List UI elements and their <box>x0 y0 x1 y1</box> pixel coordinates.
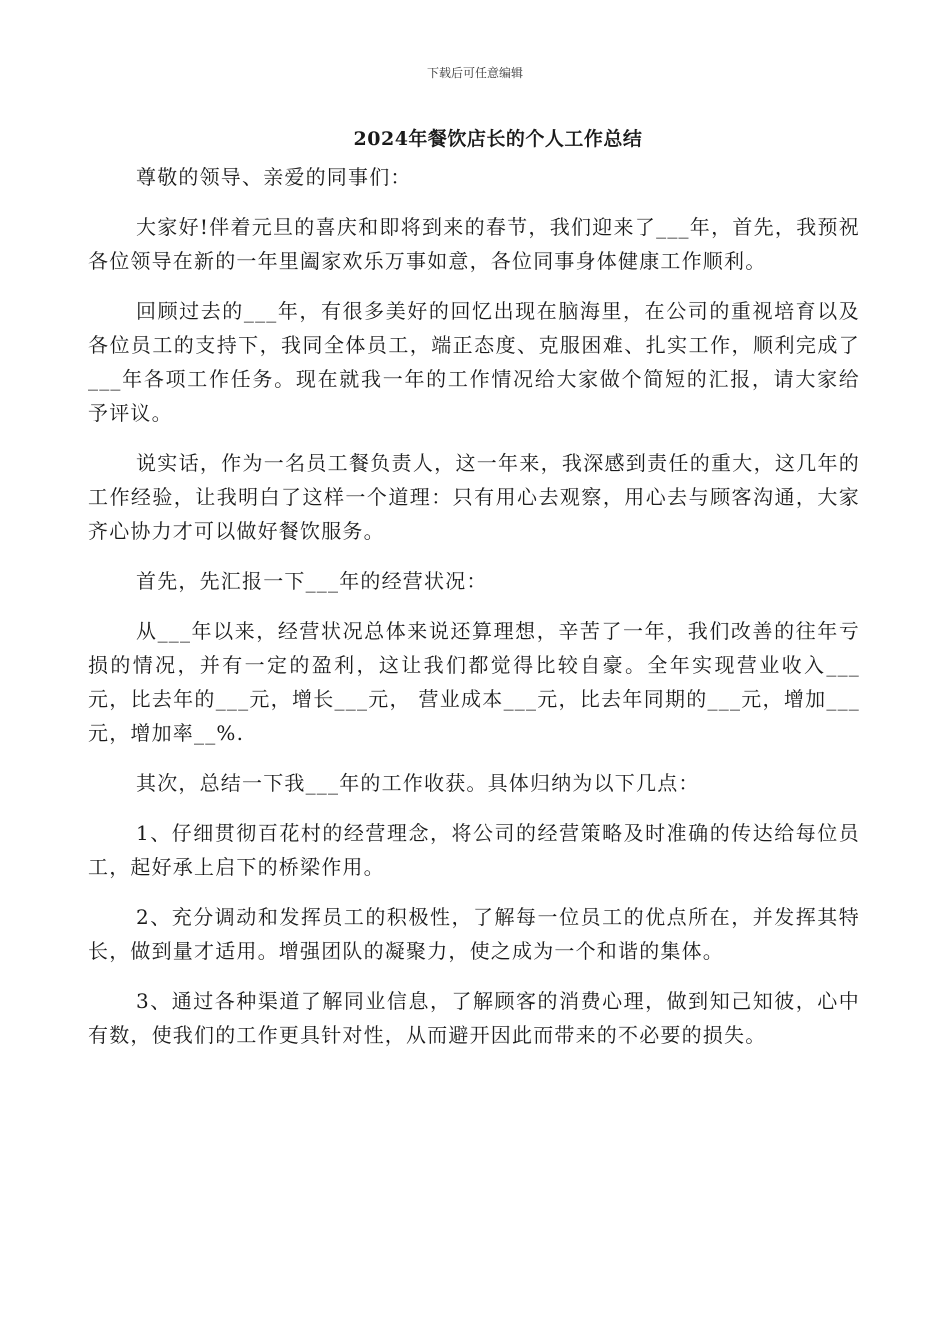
document-body <box>88 160 860 1068</box>
header-note: 下载后可任意编辑 <box>426 66 523 80</box>
list-item-point-3: 3、通过各种渠道了解同业信息，了解顾客的消费心理，做到知己知彼，心中有数，使我们的工作更具针对性，从而避开因此而带来的不必要的损失。 <box>88 989 860 1047</box>
paragraph-greeting: 大家好!伴着元旦的喜庆和即将到来的春节，我们迎来了___年，首先，我预祝各位领导在新的一年里阖家欢乐万事如意，各位同事身体健康工作顺利。 <box>88 215 860 273</box>
list-item-point-1: 1、仔细贯彻百花村的经营理念，将公司的经营策略及时准确的传达给每位员工，起好承上启下的桥梁作用。 <box>88 821 860 879</box>
salutation: 尊敬的领导、亲爱的同事们： <box>136 165 412 189</box>
paragraph-review: 回顾过去的___年，有很多美好的回忆出现在脑海里，在公司的重视培育以及各位员工的支持下，我同全体员工，端正态度、克服困难、扎实工作，顺利完成了___年各项工作任务。现在就我一年的工作情况给大家做个简短的汇报，请大家给予评议。 <box>88 299 860 425</box>
paragraph-gains-intro: 其次，总结一下我___年的工作收获。具体归纳为以下几点： <box>136 771 700 795</box>
list-item-point-2: 2、充分调动和发挥员工的积极性，了解每一位员工的优点所在，并发挥其特长，做到量才适用。增强团队的凝聚力，使之成为一个和谐的集体。 <box>88 905 860 963</box>
paragraph-operations-figures: 从___年以来，经营状况总体来说还算理想，辛苦了一年，我们改善的往年亏损的情况，并有一定的盈利，这让我们都觉得比较自豪。全年实现营业收入___元，比去年的___元，增长___元， 营业成本___元，比去年同期的___元，增加___元，增加率__%. <box>88 619 860 745</box>
document-title: 2024年餐饮店长的个人工作总结 <box>353 128 643 150</box>
paragraph-experience: 说实话，作为一名员工餐负责人，这一年来，我深感到责任的重大，这几年的工作经验，让我明白了这样一个道理：只有用心去观察，用心去与顾客沟通，大家齐心协力才可以做好餐饮服务。 <box>88 451 860 543</box>
paragraph-operations-intro: 首先，先汇报一下___年的经营状况： <box>136 569 488 593</box>
